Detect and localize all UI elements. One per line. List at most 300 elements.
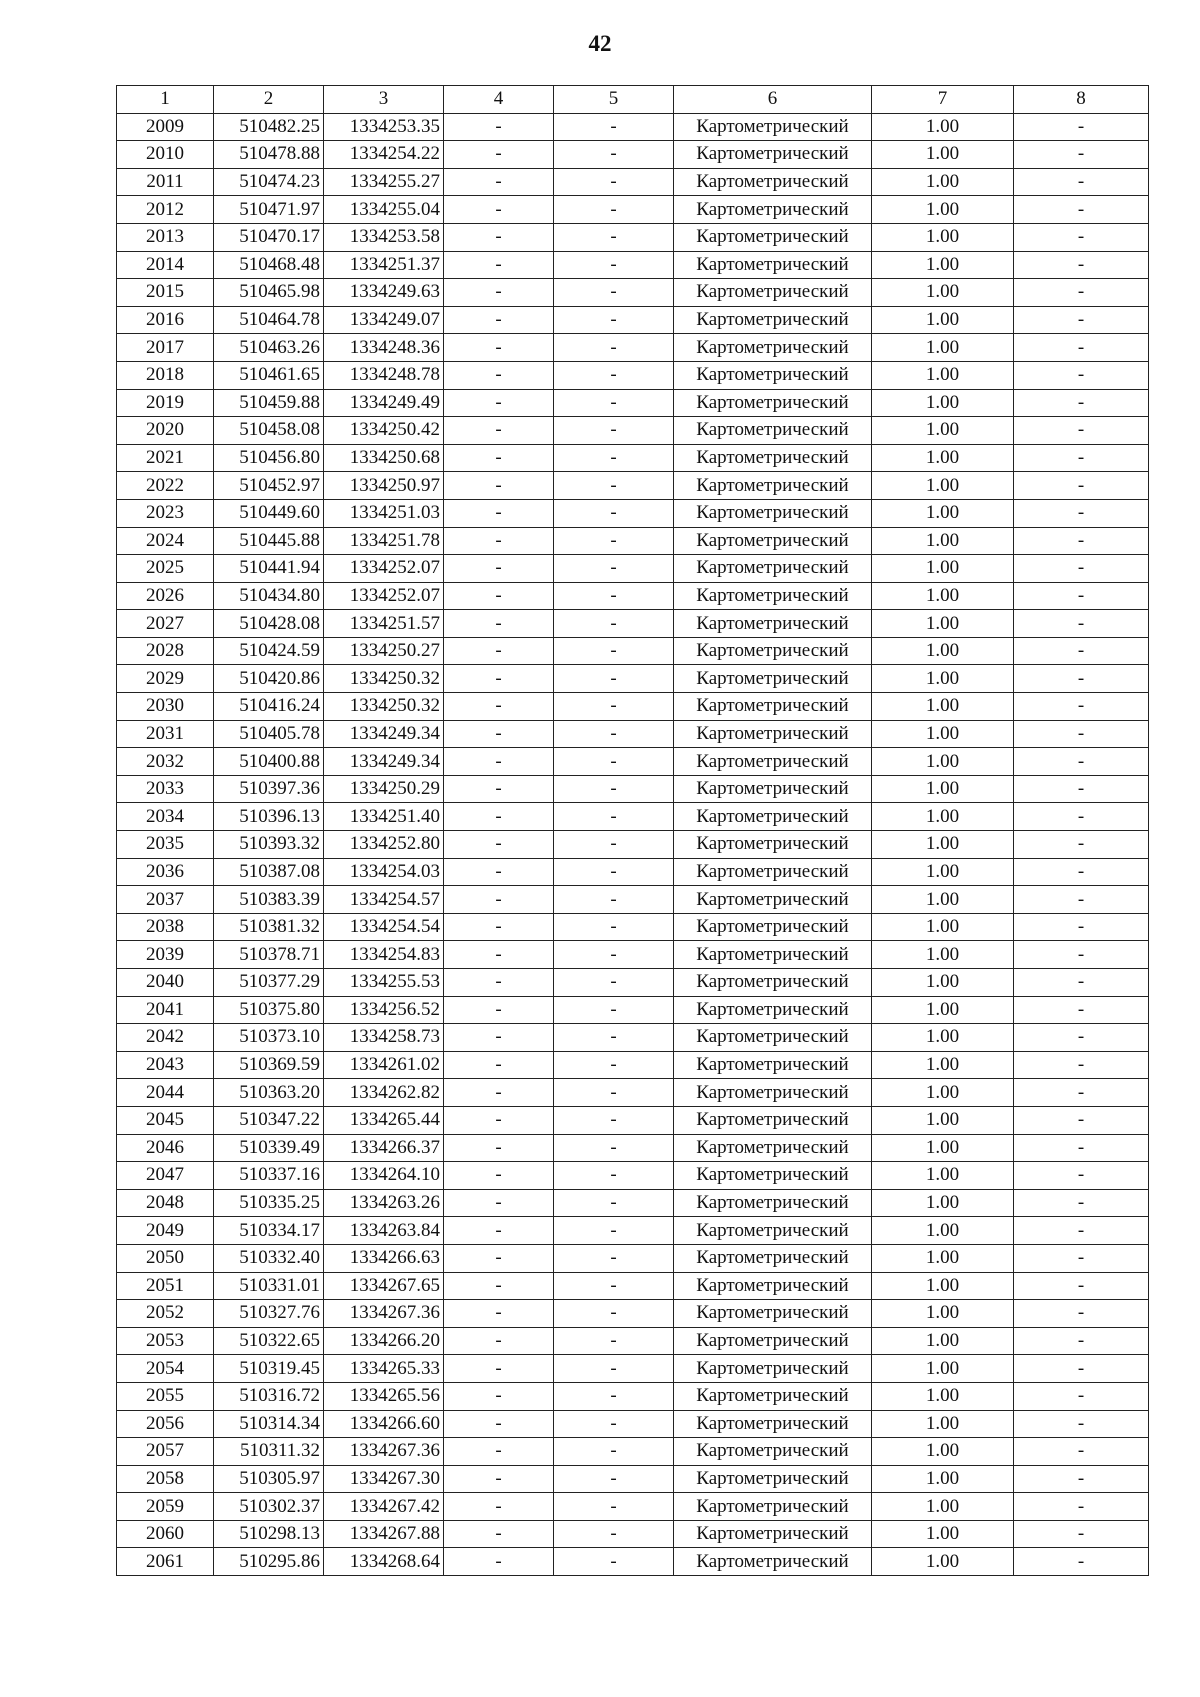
- cell-col-8: -: [1014, 693, 1149, 721]
- cell-coord-x: 510378.71: [214, 941, 324, 969]
- cell-coord-x: 510470.17: [214, 223, 324, 251]
- column-header: 6: [674, 86, 872, 114]
- cell-coord-y: 1334251.03: [324, 499, 444, 527]
- cell-coord-y: 1334253.35: [324, 113, 444, 141]
- cell-method: Картометрический: [674, 858, 872, 886]
- cell-coord-y: 1334268.64: [324, 1548, 444, 1576]
- cell-precision: 1.00: [872, 775, 1014, 803]
- cell-col-8: -: [1014, 361, 1149, 389]
- cell-coord-y: 1334264.10: [324, 1162, 444, 1190]
- cell-coord-x: 510377.29: [214, 969, 324, 997]
- cell-coord-y: 1334266.60: [324, 1410, 444, 1438]
- cell-coord-y: 1334252.80: [324, 831, 444, 859]
- cell-point-number: 2039: [117, 941, 214, 969]
- cell-point-number: 2051: [117, 1272, 214, 1300]
- cell-point-number: 2026: [117, 582, 214, 610]
- cell-col-4: -: [444, 527, 554, 555]
- cell-method: Картометрический: [674, 1520, 872, 1548]
- cell-method: Картометрический: [674, 306, 872, 334]
- cell-col-8: -: [1014, 610, 1149, 638]
- cell-coord-y: 1334262.82: [324, 1079, 444, 1107]
- cell-method: Картометрический: [674, 803, 872, 831]
- cell-coord-y: 1334254.03: [324, 858, 444, 886]
- cell-coord-x: 510434.80: [214, 582, 324, 610]
- cell-col-5: -: [554, 499, 674, 527]
- cell-col-5: -: [554, 582, 674, 610]
- cell-coord-y: 1334249.49: [324, 389, 444, 417]
- cell-col-5: -: [554, 1493, 674, 1521]
- cell-point-number: 2011: [117, 168, 214, 196]
- cell-coord-y: 1334250.29: [324, 775, 444, 803]
- cell-coord-y: 1334254.83: [324, 941, 444, 969]
- cell-point-number: 2041: [117, 996, 214, 1024]
- cell-precision: 1.00: [872, 444, 1014, 472]
- cell-col-4: -: [444, 555, 554, 583]
- cell-col-8: -: [1014, 306, 1149, 334]
- cell-method: Картометрический: [674, 886, 872, 914]
- cell-coord-y: 1334255.53: [324, 969, 444, 997]
- cell-col-8: -: [1014, 1079, 1149, 1107]
- cell-col-4: -: [444, 361, 554, 389]
- table-row: [117, 610, 1149, 638]
- cell-col-5: -: [554, 1382, 674, 1410]
- table-row: [117, 444, 1149, 472]
- cell-col-4: -: [444, 720, 554, 748]
- cell-precision: 1.00: [872, 527, 1014, 555]
- cell-precision: 1.00: [872, 196, 1014, 224]
- cell-col-8: -: [1014, 1355, 1149, 1383]
- cell-col-5: -: [554, 361, 674, 389]
- table-row: [117, 196, 1149, 224]
- cell-coord-y: 1334263.84: [324, 1217, 444, 1245]
- cell-precision: 1.00: [872, 361, 1014, 389]
- cell-point-number: 2013: [117, 223, 214, 251]
- table-row: [117, 803, 1149, 831]
- cell-method: Картометрический: [674, 582, 872, 610]
- cell-col-4: -: [444, 223, 554, 251]
- cell-col-5: -: [554, 775, 674, 803]
- cell-col-4: -: [444, 1051, 554, 1079]
- cell-precision: 1.00: [872, 306, 1014, 334]
- cell-method: Картометрический: [674, 361, 872, 389]
- cell-method: Картометрический: [674, 1300, 872, 1328]
- table-row: [117, 637, 1149, 665]
- cell-col-5: -: [554, 1520, 674, 1548]
- table-row: [117, 1300, 1149, 1328]
- cell-col-8: -: [1014, 665, 1149, 693]
- cell-col-8: -: [1014, 996, 1149, 1024]
- table-row: [117, 831, 1149, 859]
- cell-precision: 1.00: [872, 637, 1014, 665]
- cell-col-4: -: [444, 886, 554, 914]
- cell-point-number: 2057: [117, 1438, 214, 1466]
- cell-coord-x: 510420.86: [214, 665, 324, 693]
- cell-precision: 1.00: [872, 1217, 1014, 1245]
- cell-method: Картометрический: [674, 941, 872, 969]
- table-row: [117, 527, 1149, 555]
- table-row: [117, 555, 1149, 583]
- cell-method: Картометрический: [674, 223, 872, 251]
- cell-precision: 1.00: [872, 969, 1014, 997]
- cell-precision: 1.00: [872, 1244, 1014, 1272]
- cell-coord-x: 510464.78: [214, 306, 324, 334]
- table-row: [117, 969, 1149, 997]
- cell-method: Картометрический: [674, 748, 872, 776]
- cell-precision: 1.00: [872, 720, 1014, 748]
- coordinates-table: [116, 85, 1149, 1576]
- cell-coord-y: 1334266.37: [324, 1134, 444, 1162]
- cell-col-4: -: [444, 279, 554, 307]
- cell-col-5: -: [554, 527, 674, 555]
- cell-coord-x: 510396.13: [214, 803, 324, 831]
- cell-method: Картометрический: [674, 831, 872, 859]
- cell-col-4: -: [444, 1217, 554, 1245]
- cell-method: Картометрический: [674, 775, 872, 803]
- cell-col-8: -: [1014, 499, 1149, 527]
- table-row: [117, 334, 1149, 362]
- table-row: [117, 1162, 1149, 1190]
- cell-col-8: -: [1014, 555, 1149, 583]
- cell-col-8: -: [1014, 1520, 1149, 1548]
- cell-col-4: -: [444, 1300, 554, 1328]
- cell-point-number: 2017: [117, 334, 214, 362]
- cell-method: Картометрический: [674, 1465, 872, 1493]
- cell-method: Картометрический: [674, 444, 872, 472]
- cell-col-5: -: [554, 996, 674, 1024]
- cell-coord-x: 510322.65: [214, 1327, 324, 1355]
- cell-col-4: -: [444, 196, 554, 224]
- table-row: [117, 1189, 1149, 1217]
- cell-point-number: 2014: [117, 251, 214, 279]
- cell-coord-x: 510458.08: [214, 417, 324, 445]
- cell-method: Картометрический: [674, 610, 872, 638]
- cell-method: Картометрический: [674, 251, 872, 279]
- cell-col-5: -: [554, 1272, 674, 1300]
- cell-point-number: 2042: [117, 1024, 214, 1052]
- cell-col-5: -: [554, 279, 674, 307]
- cell-coord-x: 510468.48: [214, 251, 324, 279]
- cell-precision: 1.00: [872, 1272, 1014, 1300]
- table-row: [117, 1465, 1149, 1493]
- cell-coord-x: 510363.20: [214, 1079, 324, 1107]
- cell-point-number: 2032: [117, 748, 214, 776]
- cell-col-4: -: [444, 858, 554, 886]
- cell-col-4: -: [444, 775, 554, 803]
- cell-precision: 1.00: [872, 334, 1014, 362]
- table-row: [117, 1079, 1149, 1107]
- cell-col-5: -: [554, 803, 674, 831]
- table-row: [117, 499, 1149, 527]
- table-row: [117, 1051, 1149, 1079]
- cell-method: Картометрический: [674, 527, 872, 555]
- table-row: [117, 1272, 1149, 1300]
- cell-precision: 1.00: [872, 499, 1014, 527]
- cell-point-number: 2036: [117, 858, 214, 886]
- cell-col-8: -: [1014, 1438, 1149, 1466]
- cell-coord-x: 510314.34: [214, 1410, 324, 1438]
- cell-col-5: -: [554, 886, 674, 914]
- cell-col-4: -: [444, 472, 554, 500]
- cell-coord-x: 510298.13: [214, 1520, 324, 1548]
- cell-col-5: -: [554, 913, 674, 941]
- cell-col-8: -: [1014, 113, 1149, 141]
- cell-precision: 1.00: [872, 1327, 1014, 1355]
- cell-method: Картометрический: [674, 720, 872, 748]
- cell-method: Картометрический: [674, 969, 872, 997]
- cell-method: Картометрический: [674, 1079, 872, 1107]
- cell-precision: 1.00: [872, 251, 1014, 279]
- cell-col-4: -: [444, 251, 554, 279]
- cell-col-8: -: [1014, 1162, 1149, 1190]
- cell-method: Картометрический: [674, 1134, 872, 1162]
- table-row: [117, 472, 1149, 500]
- cell-coord-x: 510482.25: [214, 113, 324, 141]
- cell-col-8: -: [1014, 223, 1149, 251]
- cell-coord-x: 510305.97: [214, 1465, 324, 1493]
- cell-coord-x: 510478.88: [214, 141, 324, 169]
- cell-col-8: -: [1014, 168, 1149, 196]
- cell-col-4: -: [444, 1465, 554, 1493]
- cell-col-8: -: [1014, 720, 1149, 748]
- cell-method: Картометрический: [674, 1355, 872, 1383]
- cell-method: Картометрический: [674, 279, 872, 307]
- cell-col-5: -: [554, 472, 674, 500]
- cell-coord-y: 1334266.63: [324, 1244, 444, 1272]
- cell-col-8: -: [1014, 886, 1149, 914]
- cell-col-5: -: [554, 1300, 674, 1328]
- cell-point-number: 2028: [117, 637, 214, 665]
- cell-point-number: 2027: [117, 610, 214, 638]
- cell-col-4: -: [444, 610, 554, 638]
- cell-col-8: -: [1014, 1300, 1149, 1328]
- table-row: [117, 858, 1149, 886]
- cell-point-number: 2035: [117, 831, 214, 859]
- table-row: [117, 279, 1149, 307]
- cell-col-8: -: [1014, 1548, 1149, 1576]
- table-row: [117, 748, 1149, 776]
- cell-col-5: -: [554, 196, 674, 224]
- cell-coord-y: 1334255.04: [324, 196, 444, 224]
- cell-col-5: -: [554, 1106, 674, 1134]
- cell-col-8: -: [1014, 334, 1149, 362]
- cell-precision: 1.00: [872, 113, 1014, 141]
- cell-coord-x: 510465.98: [214, 279, 324, 307]
- cell-col-8: -: [1014, 858, 1149, 886]
- cell-method: Картометрический: [674, 1162, 872, 1190]
- cell-coord-y: 1334250.32: [324, 693, 444, 721]
- table-row: [117, 582, 1149, 610]
- cell-coord-y: 1334250.68: [324, 444, 444, 472]
- cell-coord-y: 1334263.26: [324, 1189, 444, 1217]
- column-header: 2: [214, 86, 324, 114]
- cell-method: Картометрический: [674, 168, 872, 196]
- cell-coord-x: 510332.40: [214, 1244, 324, 1272]
- cell-method: Картометрический: [674, 996, 872, 1024]
- cell-coord-x: 510474.23: [214, 168, 324, 196]
- cell-precision: 1.00: [872, 693, 1014, 721]
- cell-coord-y: 1334265.44: [324, 1106, 444, 1134]
- cell-col-5: -: [554, 1217, 674, 1245]
- cell-col-5: -: [554, 1465, 674, 1493]
- cell-col-8: -: [1014, 803, 1149, 831]
- cell-col-5: -: [554, 637, 674, 665]
- table-row: [117, 1520, 1149, 1548]
- cell-col-8: -: [1014, 831, 1149, 859]
- cell-coord-y: 1334250.97: [324, 472, 444, 500]
- cell-coord-x: 510295.86: [214, 1548, 324, 1576]
- cell-col-4: -: [444, 665, 554, 693]
- cell-col-5: -: [554, 1410, 674, 1438]
- cell-point-number: 2024: [117, 527, 214, 555]
- cell-point-number: 2052: [117, 1300, 214, 1328]
- cell-method: Картометрический: [674, 1217, 872, 1245]
- cell-col-4: -: [444, 969, 554, 997]
- table-row: [117, 1410, 1149, 1438]
- cell-col-4: -: [444, 141, 554, 169]
- cell-coord-x: 510405.78: [214, 720, 324, 748]
- cell-coord-x: 510347.22: [214, 1106, 324, 1134]
- cell-col-5: -: [554, 113, 674, 141]
- cell-precision: 1.00: [872, 1355, 1014, 1383]
- cell-precision: 1.00: [872, 858, 1014, 886]
- cell-precision: 1.00: [872, 1548, 1014, 1576]
- cell-col-8: -: [1014, 748, 1149, 776]
- cell-method: Картометрический: [674, 1382, 872, 1410]
- cell-col-4: -: [444, 1520, 554, 1548]
- cell-point-number: 2056: [117, 1410, 214, 1438]
- cell-precision: 1.00: [872, 1134, 1014, 1162]
- table-row: [117, 720, 1149, 748]
- cell-col-4: -: [444, 1382, 554, 1410]
- cell-method: Картометрический: [674, 472, 872, 500]
- cell-precision: 1.00: [872, 1162, 1014, 1190]
- column-header: 4: [444, 86, 554, 114]
- cell-precision: 1.00: [872, 223, 1014, 251]
- cell-coord-y: 1334256.52: [324, 996, 444, 1024]
- cell-col-4: -: [444, 168, 554, 196]
- table-row: [117, 223, 1149, 251]
- cell-precision: 1.00: [872, 1079, 1014, 1107]
- table-row: [117, 113, 1149, 141]
- table-header-row: [117, 86, 1149, 114]
- cell-col-5: -: [554, 665, 674, 693]
- cell-coord-y: 1334249.34: [324, 748, 444, 776]
- cell-coord-x: 510416.24: [214, 693, 324, 721]
- cell-col-4: -: [444, 1134, 554, 1162]
- cell-coord-x: 510456.80: [214, 444, 324, 472]
- cell-col-8: -: [1014, 527, 1149, 555]
- table-row: [117, 251, 1149, 279]
- cell-coord-x: 510424.59: [214, 637, 324, 665]
- cell-coord-x: 510383.39: [214, 886, 324, 914]
- column-header: 1: [117, 86, 214, 114]
- cell-point-number: 2016: [117, 306, 214, 334]
- table-row: [117, 306, 1149, 334]
- cell-col-8: -: [1014, 969, 1149, 997]
- cell-col-4: -: [444, 1079, 554, 1107]
- cell-coord-y: 1334251.57: [324, 610, 444, 638]
- cell-precision: 1.00: [872, 1382, 1014, 1410]
- page-number: 42: [588, 31, 612, 56]
- cell-point-number: 2018: [117, 361, 214, 389]
- cell-point-number: 2010: [117, 141, 214, 169]
- cell-col-5: -: [554, 1189, 674, 1217]
- cell-coord-x: 510461.65: [214, 361, 324, 389]
- table-row: [117, 361, 1149, 389]
- cell-coord-y: 1334255.27: [324, 168, 444, 196]
- cell-precision: 1.00: [872, 610, 1014, 638]
- cell-coord-x: 510387.08: [214, 858, 324, 886]
- cell-point-number: 2058: [117, 1465, 214, 1493]
- cell-col-5: -: [554, 720, 674, 748]
- cell-coord-x: 510400.88: [214, 748, 324, 776]
- cell-point-number: 2050: [117, 1244, 214, 1272]
- cell-col-5: -: [554, 251, 674, 279]
- cell-method: Картометрический: [674, 637, 872, 665]
- cell-point-number: 2023: [117, 499, 214, 527]
- cell-coord-x: 510449.60: [214, 499, 324, 527]
- cell-precision: 1.00: [872, 555, 1014, 583]
- cell-col-5: -: [554, 1079, 674, 1107]
- cell-coord-x: 510373.10: [214, 1024, 324, 1052]
- cell-precision: 1.00: [872, 389, 1014, 417]
- cell-col-5: -: [554, 444, 674, 472]
- cell-coord-y: 1334267.88: [324, 1520, 444, 1548]
- cell-col-5: -: [554, 417, 674, 445]
- cell-method: Картометрический: [674, 555, 872, 583]
- cell-col-5: -: [554, 748, 674, 776]
- cell-col-8: -: [1014, 582, 1149, 610]
- table-body: [117, 113, 1149, 1575]
- cell-col-4: -: [444, 803, 554, 831]
- cell-col-8: -: [1014, 1217, 1149, 1245]
- cell-coord-y: 1334248.36: [324, 334, 444, 362]
- table-row: [117, 1327, 1149, 1355]
- cell-col-4: -: [444, 444, 554, 472]
- cell-col-8: -: [1014, 389, 1149, 417]
- cell-coord-y: 1334265.56: [324, 1382, 444, 1410]
- cell-col-4: -: [444, 499, 554, 527]
- cell-col-8: -: [1014, 941, 1149, 969]
- cell-precision: 1.00: [872, 1189, 1014, 1217]
- cell-coord-y: 1334251.78: [324, 527, 444, 555]
- cell-method: Картометрический: [674, 1024, 872, 1052]
- cell-col-8: -: [1014, 444, 1149, 472]
- cell-col-5: -: [554, 831, 674, 859]
- cell-col-5: -: [554, 1051, 674, 1079]
- cell-coord-y: 1334258.73: [324, 1024, 444, 1052]
- cell-coord-x: 510452.97: [214, 472, 324, 500]
- cell-point-number: 2009: [117, 113, 214, 141]
- cell-coord-y: 1334252.07: [324, 555, 444, 583]
- cell-col-8: -: [1014, 1051, 1149, 1079]
- cell-col-4: -: [444, 1410, 554, 1438]
- cell-method: Картометрический: [674, 417, 872, 445]
- column-header: 3: [324, 86, 444, 114]
- table-row: [117, 1355, 1149, 1383]
- cell-coord-x: 510445.88: [214, 527, 324, 555]
- cell-point-number: 2031: [117, 720, 214, 748]
- cell-method: Картометрический: [674, 693, 872, 721]
- cell-col-8: -: [1014, 913, 1149, 941]
- cell-col-4: -: [444, 693, 554, 721]
- cell-col-8: -: [1014, 141, 1149, 169]
- table-row: [117, 417, 1149, 445]
- table-row: [117, 913, 1149, 941]
- cell-col-5: -: [554, 969, 674, 997]
- cell-coord-y: 1334249.07: [324, 306, 444, 334]
- cell-point-number: 2019: [117, 389, 214, 417]
